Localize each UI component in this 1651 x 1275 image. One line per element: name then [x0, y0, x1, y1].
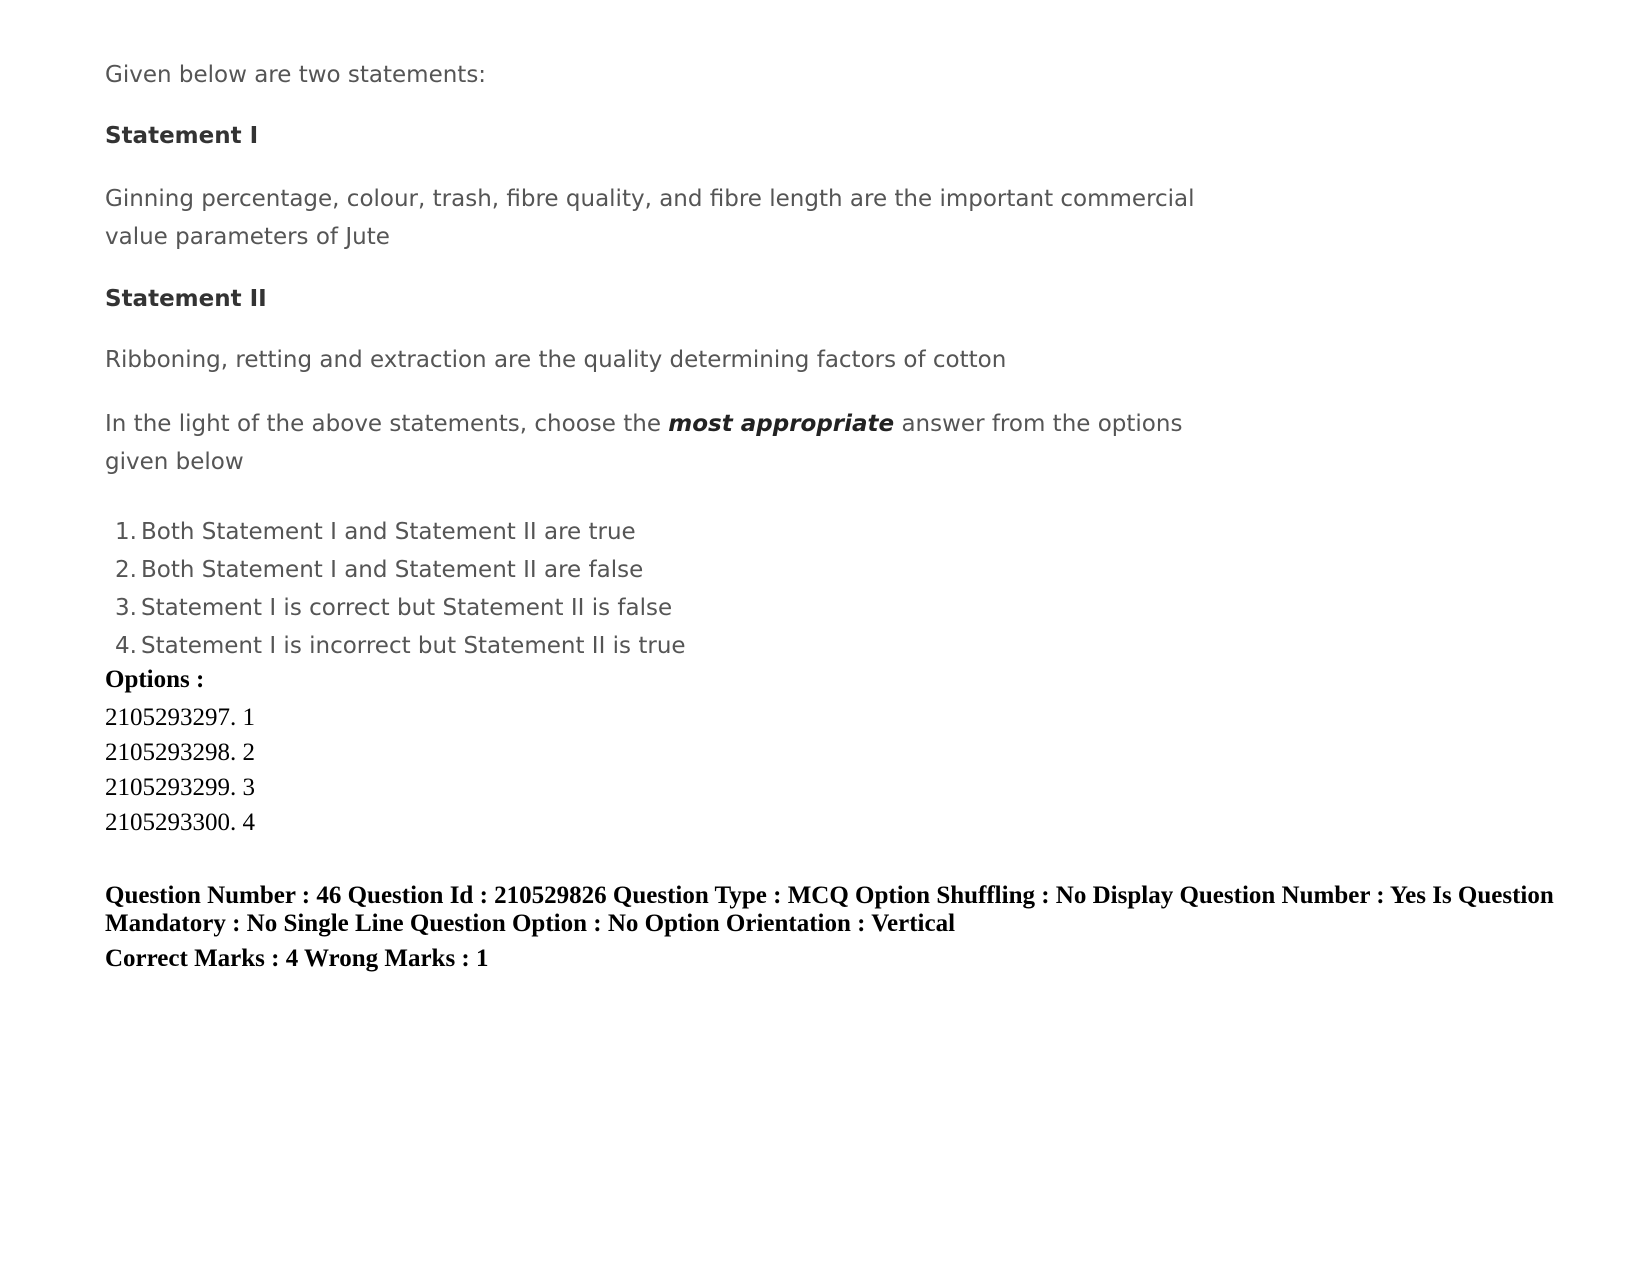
choice-number: 3. — [115, 595, 137, 621]
instruction-text-after: answer from the options given below — [105, 411, 1183, 475]
marks-info: Correct Marks : 4 Wrong Marks : 1 — [105, 945, 489, 972]
choice-text: Both Statement I and Statement II are true — [141, 519, 636, 545]
option-item: 2105293297. 1 — [105, 704, 255, 731]
options-label: Options : — [105, 666, 205, 693]
choice-text: Both Statement I and Statement II are false — [141, 557, 644, 583]
statement-choice — [105, 551, 686, 589]
statement-choice — [105, 627, 686, 665]
question-intro: Given below are two statements: — [105, 62, 487, 88]
statement-2-heading: Statement II — [105, 286, 267, 312]
question-instruction — [105, 405, 1185, 481]
choice-text: Statement I is incorrect but Statement II is true — [141, 633, 686, 659]
statement-2-text: Ribboning, retting and extraction are the quality determining factors of cotton — [105, 347, 1007, 373]
options-list — [105, 700, 255, 840]
option-item: 2105293298. 2 — [105, 739, 255, 766]
choice-number: 2. — [115, 557, 137, 583]
statement-choice — [105, 589, 686, 627]
instruction-emphasis: most appropriate — [668, 411, 895, 437]
option-item: 2105293300. 4 — [105, 809, 255, 836]
statement-choice — [105, 513, 686, 551]
choice-text: Statement I is correct but Statement II is false — [141, 595, 673, 621]
statement-1-text: Ginning percentage, colour, trash, fibre quality, and fibre length are the important commercial value parameters of Jute — [105, 186, 1195, 250]
question-metadata: Question Number : 46 Question Id : 210529826 Question Type : MCQ Option Shuffling : No Display Question Number : Yes Is Question Mandatory : No Single Line Question Option : No Option Orientation : Vertical — [105, 882, 1554, 937]
statement-1-heading: Statement I — [105, 123, 259, 149]
statement-choices-list — [105, 513, 686, 665]
instruction-text-before: In the light of the above statements, choose the — [105, 411, 669, 437]
choice-number: 1. — [115, 519, 137, 545]
option-item: 2105293299. 3 — [105, 774, 255, 801]
choice-number: 4. — [115, 633, 137, 659]
